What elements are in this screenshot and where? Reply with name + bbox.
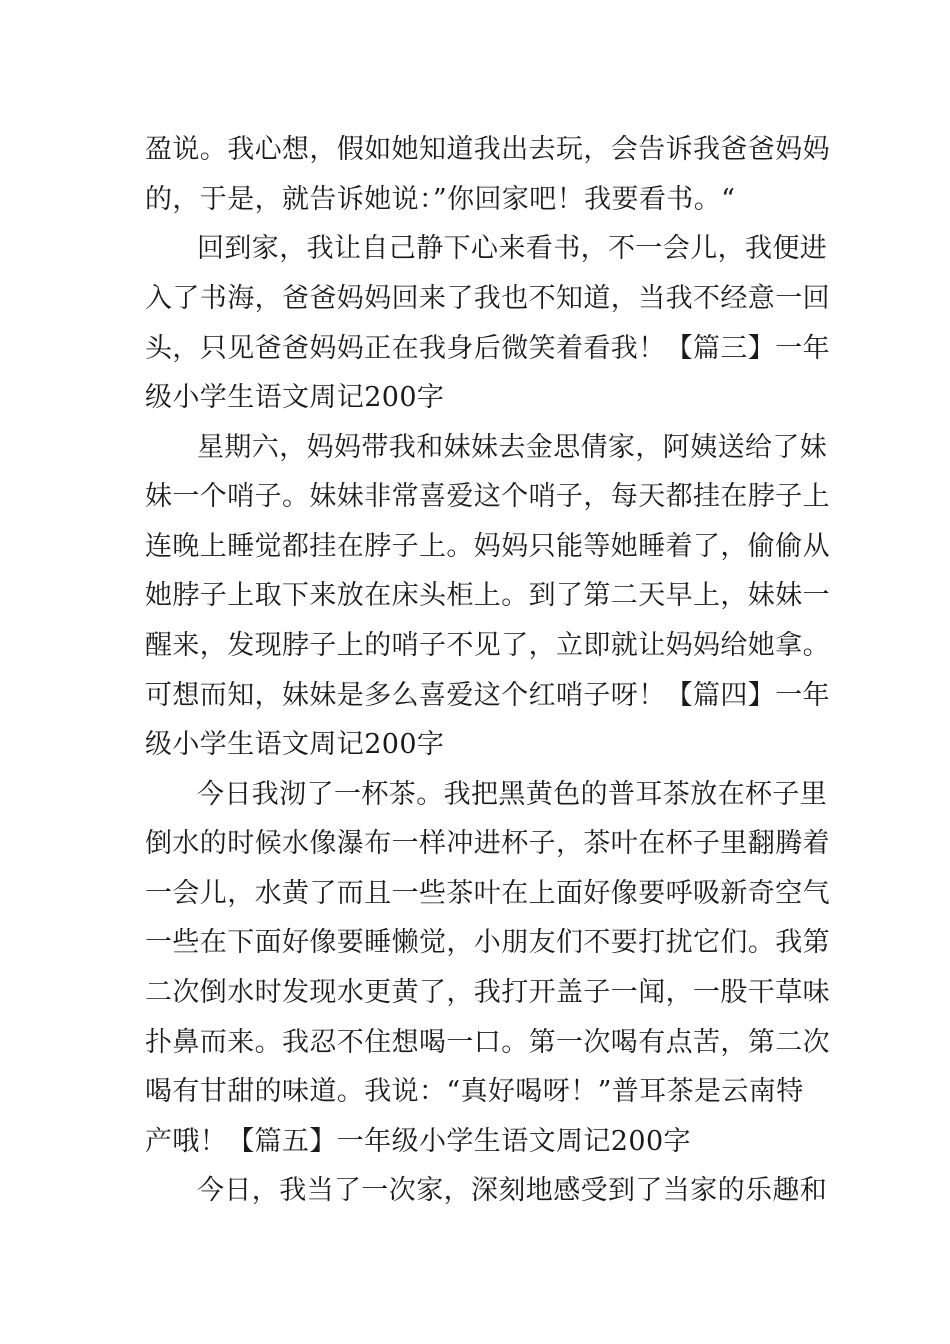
text-line: 级小学生语文周记200字 bbox=[145, 382, 445, 413]
text-line: 二次倒水时发现水更黄了，我打开盖子一闻，一股干草味 bbox=[145, 977, 830, 1008]
text-line: 产哦！【篇五】一年级小学生语文周记200字 bbox=[145, 1126, 691, 1157]
text-line: 醒来，发现脖子上的哨子不见了，立即就让妈妈给她拿。 bbox=[145, 630, 830, 661]
text-line: 喝有甘甜的味道。我说：“真好喝呀！”普耳茶是云南特 bbox=[145, 1076, 804, 1107]
text-line: 倒水的时候水像瀑布一样冲进杯子，茶叶在杯子里翻腾着 bbox=[145, 828, 830, 859]
text-line: 妹一个哨子。妹妹非常喜爱这个哨子，每天都挂在脖子上 bbox=[145, 481, 830, 512]
text-line: 头，只见爸爸妈妈正在我身后微笑着看我！【篇三】一年 bbox=[145, 333, 830, 364]
text-line: 今日我沏了一杯茶。我把黑黄色的普耳茶放在杯子里 bbox=[197, 779, 828, 810]
text-line: 可想而知，妹妹是多么喜爱这个红哨子呀！【篇四】一年 bbox=[145, 680, 830, 711]
text-line: 一会儿，水黄了而且一些茶叶在上面好像要呼吸新奇空气 bbox=[145, 878, 830, 909]
text-line: 回到家，我让自己静下心来看书，不一会儿，我便进 bbox=[197, 233, 828, 264]
text-line: 她脖子上取下来放在床头柜上。到了第二天早上，妹妹一 bbox=[145, 580, 830, 611]
text-line: 入了书海，爸爸妈妈回来了我也不知道，当我不经意一回 bbox=[145, 283, 830, 314]
text-line: 一些在下面好像要睡懒觉，小朋友们不要打扰它们。我第 bbox=[145, 927, 830, 958]
text-line: 扑鼻而来。我忍不住想喝一口。第一次喝有点苦，第二次 bbox=[145, 1027, 830, 1058]
text-line: 的，于是，就告诉她说：”你回家吧！我要看书。“ bbox=[145, 184, 736, 215]
text-line: 连晚上睡觉都挂在脖子上。妈妈只能等她睡着了，偷偷从 bbox=[145, 531, 830, 562]
text-line: 盈说。我心想，假如她知道我出去玩，会告诉我爸爸妈妈 bbox=[145, 134, 830, 165]
text-line: 星期六，妈妈带我和妹妹去金思倩家，阿姨送给了妹 bbox=[197, 432, 828, 463]
text-line: 级小学生语文周记200字 bbox=[145, 729, 445, 760]
text-line: 今日，我当了一次家，深刻地感受到了当家的乐趣和 bbox=[197, 1175, 828, 1206]
